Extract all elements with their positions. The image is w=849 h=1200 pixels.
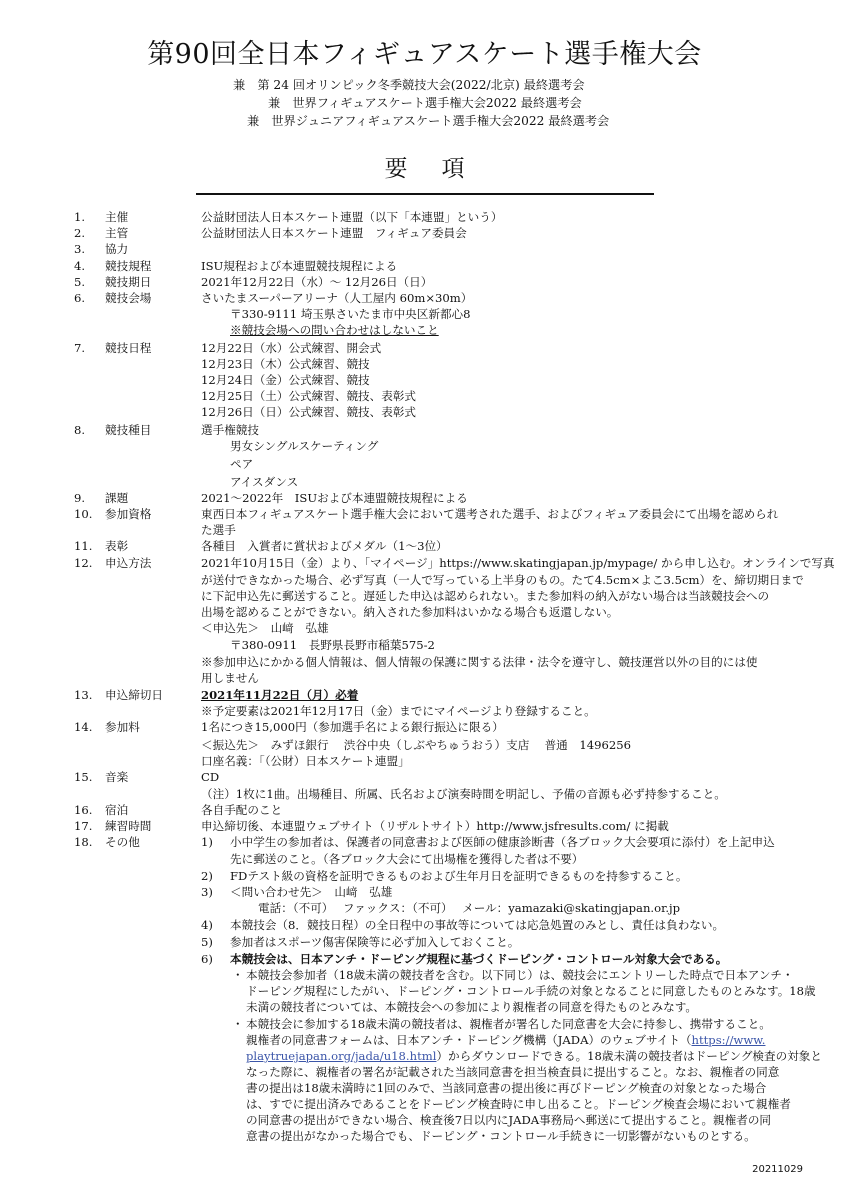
- item-label: 参加資格: [105, 507, 152, 521]
- inquiry-details: 電話：（不可） ファックス：（不可） メール：yamazaki@skatingjapan.or.jp: [258, 901, 681, 915]
- item-text: 2021年12月22日（水）～ 12月26日（日）: [201, 275, 433, 289]
- item-number: 6.: [74, 291, 86, 305]
- doping-consent-line: ドーピング規程にしたがい、ドーピング・コントロール手続の対象となることに同意したものとみなす。18歳: [246, 984, 816, 998]
- other-number: 6): [201, 952, 213, 966]
- item-text-cont: た選手: [201, 523, 236, 537]
- item-label: 主管: [105, 226, 129, 240]
- minor-consent-line: 書の提出は18歳未満時に1回のみで、当該同意書の提出後に再びドーピング検査の対象となった場合: [246, 1081, 767, 1095]
- item-label: 申込締切日: [105, 688, 163, 702]
- other-number: 5): [201, 935, 213, 949]
- other-text-cont: 先に郵送のこと。（各ブロック大会にて出場権を獲得した者は不要）: [230, 852, 584, 866]
- item-number: 5.: [74, 275, 86, 289]
- schedule-line: 12月24日（金）公式練習、競技: [201, 373, 370, 387]
- item-text: 東西日本フィギュアスケート選手権大会において選考された選手、およびフィギュア委員会にて出場を認められ: [201, 507, 779, 521]
- event-line: ペア: [230, 457, 254, 471]
- item-number: 3.: [74, 242, 86, 256]
- item-label: その他: [105, 835, 140, 849]
- other-number: 2): [201, 869, 213, 883]
- item-number: 17.: [74, 819, 93, 833]
- item-label: 参加料: [105, 720, 140, 734]
- fee-account-name: 口座名義：「（公財）日本スケート連盟」: [201, 754, 410, 768]
- item-label: 宿泊: [105, 803, 129, 817]
- jada-link[interactable]: https://www.: [691, 1033, 766, 1047]
- other-number: 1): [201, 835, 213, 849]
- schedule-line: 12月26日（日）公式練習、競技、表彰式: [201, 405, 417, 419]
- other-number: 4): [201, 918, 213, 932]
- item-number: 2.: [74, 226, 86, 240]
- subtitle-worlds: 兼 世界フィギュアスケート選手権大会2022 最終選考会: [268, 96, 582, 110]
- item-number: 16.: [74, 803, 93, 817]
- item-number: 12.: [74, 556, 93, 570]
- item-label: 競技日程: [105, 341, 152, 355]
- item-number: 4.: [74, 259, 86, 273]
- subtitle-junior-worlds: 兼 世界ジュニアフィギュアスケート選手権大会2022 最終選考会: [247, 114, 610, 128]
- fee-bank: ＜振込先＞ みずほ銀行 渋谷中央（しぶやちゅうおう）支店 普通 1496256: [201, 738, 632, 752]
- other-text: FDテスト級の資格を証明できるものおよび生年月日を証明できるものを持参すること。: [230, 869, 688, 883]
- bullet-mark: ・: [232, 1017, 244, 1031]
- application-address: 〒380-0911 長野県長野市稲葉575-2: [230, 638, 435, 652]
- item-number: 18.: [74, 835, 93, 849]
- item-number: 15.: [74, 770, 93, 784]
- item-number: 9.: [74, 491, 86, 505]
- doping-consent-line: 本競技会参加者（18歳未満の競技者を含む。以下同じ）は、競技会にエントリーした時点で日本アンチ・: [246, 968, 794, 982]
- venue-notice: ※競技会場への問い合わせはしないこと: [230, 323, 439, 337]
- item-label: 競技規程: [105, 259, 152, 273]
- item-label: 競技期日: [105, 275, 152, 289]
- document-code: 20211029: [752, 1164, 803, 1175]
- application-privacy: ※参加申込にかかる個人情報は、個人情報の保護に関する法律・法令を遵守し、競技運営以外の目的には使: [201, 655, 758, 669]
- venue-name: さいたまスーパーアリーナ（人工屋内 60m×30m）: [201, 291, 473, 305]
- heading-divider: [196, 193, 654, 195]
- item-label: 競技会場: [105, 291, 152, 305]
- section-heading: 要項: [384, 156, 499, 182]
- schedule-line: 12月23日（木）公式練習、競技: [201, 357, 370, 371]
- minor-consent-line: 本競技会に参加する18歳未満の競技者は、親権者が署名した同意書を大会に持参し、携帯すること。: [246, 1017, 771, 1031]
- item-label: 課題: [105, 491, 129, 505]
- minor-consent-line: なった際に、親権者の署名が記載された当該同意書を担当検査員に提出すること。なお、親権者の同意: [246, 1065, 780, 1079]
- item-text: 公益財団法人日本スケート連盟 フィギュア委員会: [201, 226, 467, 240]
- other-number: 3): [201, 885, 213, 899]
- item-text: 申込締切後、本連盟ウェブサイト（リザルトサイト）http://www.jsfresults.com/ に掲載: [201, 819, 669, 833]
- minor-consent-line: 意書の提出がなかった場合でも、ドーピング・コントロール手続きに一切影響がないものとする。: [246, 1129, 756, 1143]
- item-text: 公益財団法人日本スケート連盟（以下「本連盟」という）: [201, 210, 503, 224]
- fee-amount: 1名につき15,000円（参加選手名による銀行振込に限る）: [201, 720, 504, 734]
- item-text: ISU規程および本連盟競技規程による: [201, 259, 398, 273]
- item-label: 音楽: [105, 770, 129, 784]
- application-privacy-cont: 用しません: [201, 671, 259, 685]
- schedule-line: 12月25日（土）公式練習、競技、表彰式: [201, 389, 417, 403]
- inquiry-contact: ＜問い合わせ先＞ 山﨑 弘雄: [230, 885, 393, 899]
- schedule-line: 12月22日（水）公式練習、開会式: [201, 341, 382, 355]
- document-title: 第90回全日本フィギュアスケート選手権大会: [147, 39, 702, 70]
- item-number: 13.: [74, 688, 93, 702]
- event-line: アイスダンス: [230, 475, 299, 489]
- other-text: 参加者はスポーツ傷害保険等に必ず加入しておくこと。: [230, 935, 520, 949]
- deadline-note: ※予定要素は2021年12月17日（金）までにマイページより登録すること。: [201, 704, 596, 718]
- item-number: 10.: [74, 507, 93, 521]
- venue-address: 〒330-9111 埼玉県さいたま市中央区新都心8: [230, 307, 471, 321]
- item-label: 表彰: [105, 539, 129, 553]
- application-line: が送付できなかった場合、必ず写真（一人で写っている上半身のもの。たて4.5cm×よこ3.5cm）を、締切期日まで: [201, 573, 804, 587]
- item-label: 主催: [105, 210, 129, 224]
- jada-link-cont[interactable]: playtruejapan.org/jada/u18.html: [246, 1049, 437, 1063]
- doping-statement: 本競技会は、日本アンチ・ドーピング規程に基づくドーピング・コントロール対象大会である。: [230, 952, 728, 966]
- application-line: 2021年10月15日（金）より、「マイページ」https://www.skatingjapan.jp/mypage/ から申し込む。オンラインで写真: [201, 556, 835, 570]
- item-text: 2021～2022年 ISUおよび本連盟競技規程による: [201, 491, 468, 505]
- item-number: 1.: [74, 210, 86, 224]
- deadline-date: 2021年11月22日（月）必着: [201, 688, 359, 702]
- minor-consent-line: の同意書の提出ができない場合、検査後7日以内にJADA事務局へ郵送にて提出すること。親権者の同: [246, 1113, 772, 1127]
- item-text: 各種目 入賞者に賞状およびメダル（1～3位）: [201, 539, 448, 553]
- item-number: 11.: [74, 539, 93, 553]
- other-text: 本競技会（8．競技日程）の全日程中の事故等については応急処置のみとし、責任は負わない。: [230, 918, 725, 932]
- music-format: CD: [201, 770, 220, 784]
- event-line: 男女シングルスケーティング: [230, 439, 379, 453]
- item-label: 申込方法: [105, 556, 152, 570]
- item-label: 協力: [105, 242, 129, 256]
- application-line: に下記申込先に郵送すること。遅延した申込は認められない。また参加料の納入がない場合は当該競技会への: [201, 589, 770, 603]
- bullet-mark: ・: [232, 968, 244, 982]
- other-text: 小中学生の参加者は、保護者の同意書および医師の健康診断書（各ブロック大会要項に添付）を上記申込: [230, 835, 775, 849]
- application-contact: ＜申込先＞ 山﨑 弘雄: [201, 621, 329, 635]
- minor-consent-line: は、すでに提出済みであることをドーピング検査時に申し出ること。ドーピング検査会場において親権者: [246, 1097, 791, 1111]
- event-line: 選手権競技: [201, 423, 259, 437]
- minor-consent-form: [246, 1032, 765, 1048]
- application-line: 出場を認めることができない。納入された参加料はいかなる場合も返還しない。: [201, 605, 619, 619]
- minor-consent-text: 親権者の同意書フォームは、日本アンチ・ドーピング機構（JADA）のウェブサイト（: [246, 1033, 692, 1047]
- item-text: 各自手配のこと: [201, 803, 283, 817]
- item-number: 8.: [74, 423, 86, 437]
- music-note: （注）1枚に1曲。出場種目、所属、氏名および演奏時間を明記し、予備の音源も必ず持参すること。: [201, 787, 726, 801]
- minor-consent-text: ）からダウンロードできる。18歳未満の競技者はドーピング検査の対象と: [436, 1049, 822, 1063]
- item-label: 練習時間: [105, 819, 152, 833]
- doping-consent-line: 未満の競技者については、本競技会への参加により親権者の同意を得たものとみなす。: [246, 1000, 697, 1014]
- item-number: 14.: [74, 720, 93, 734]
- subtitle-olympics: 兼 第 24 回オリンピック冬季競技大会(2022/北京) 最終選考会: [233, 78, 585, 92]
- item-label: 競技種目: [105, 423, 152, 437]
- item-number: 7.: [74, 341, 86, 355]
